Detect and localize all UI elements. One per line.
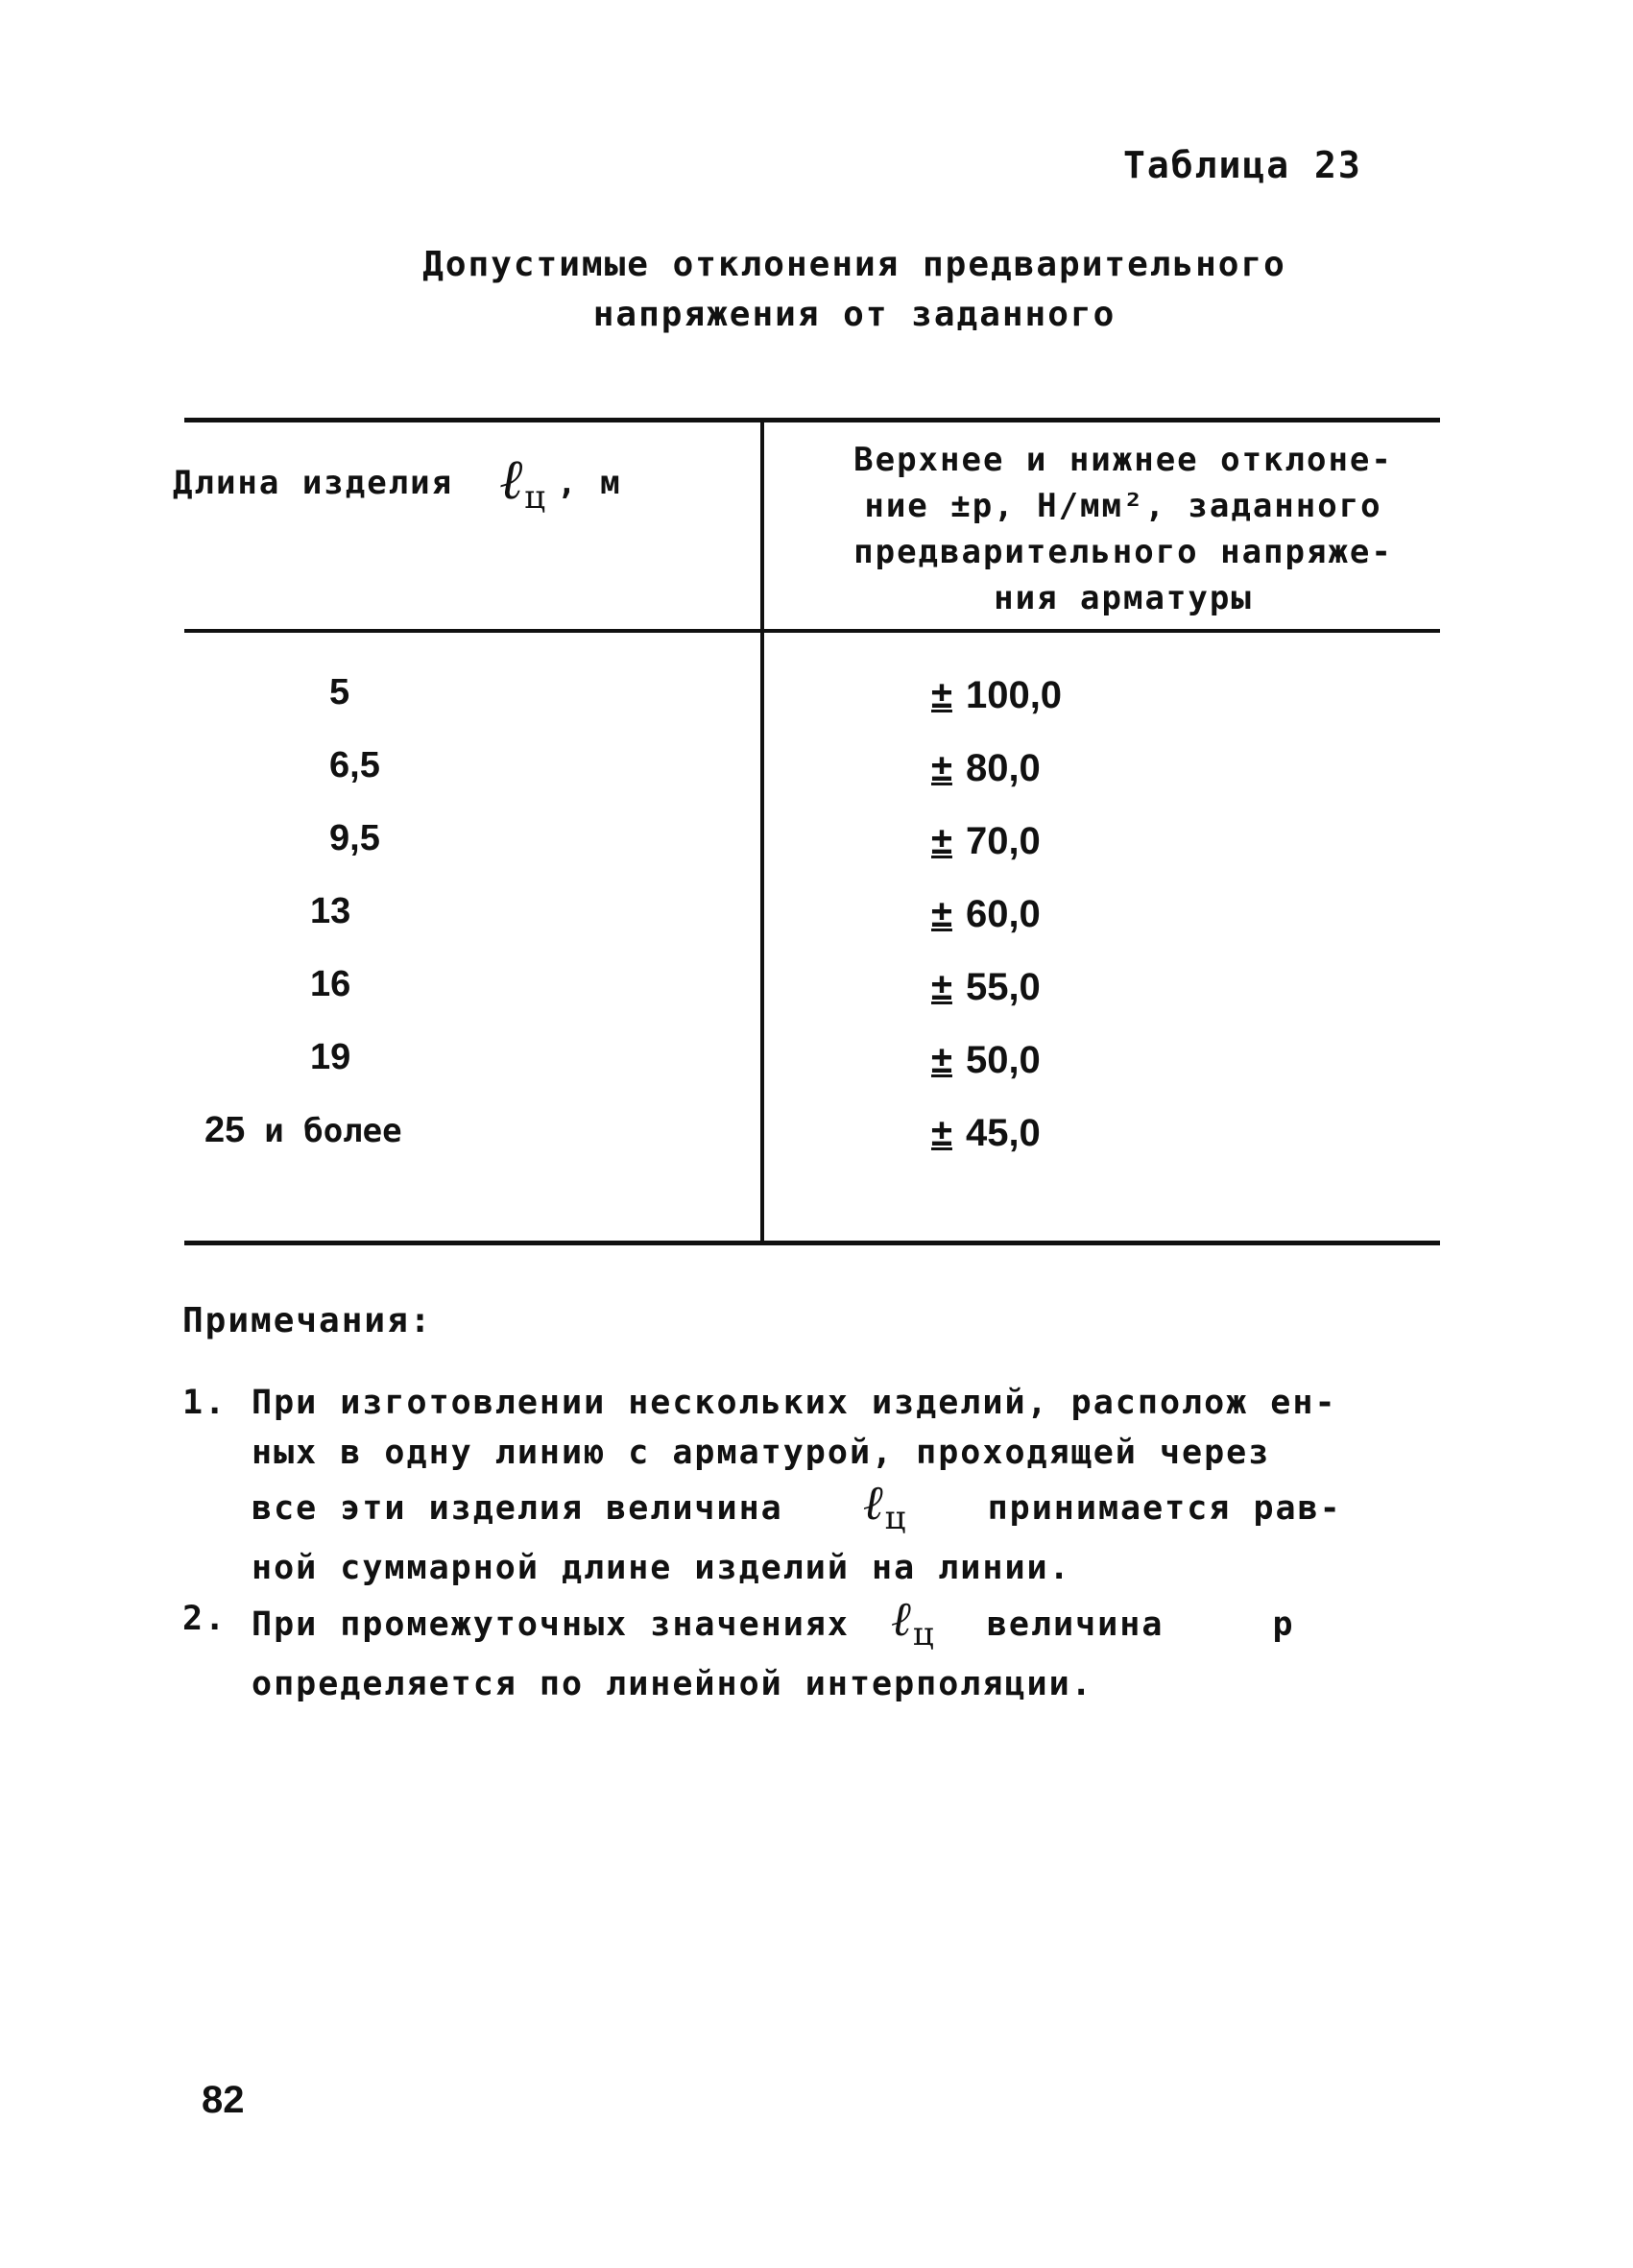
table-row-length: 5 — [329, 672, 350, 712]
table-row-length: 25 и более — [204, 1110, 402, 1150]
table-row-length: 13 — [310, 891, 351, 931]
table-title — [288, 240, 1421, 340]
table-row-length: 16 — [310, 964, 351, 1004]
note-2-line-1: При промежуточных значениях ℓ$_ц$ величина p — [252, 1591, 1295, 1653]
table-row-value: ± 60,0 — [931, 893, 1041, 935]
length-symbol: ℓ$_ц$ — [499, 446, 548, 517]
length-symbol: ℓ$_ц$ — [891, 1591, 936, 1653]
table-bottom-rule — [184, 1241, 1440, 1245]
table-row-value: ± 55,0 — [931, 966, 1041, 1008]
deviation-header-line-2: ние ±p, Н/мм², заданного — [864, 487, 1382, 525]
table-title-line-2: напряжения от заданного — [592, 295, 1117, 334]
table-row-value: ± 80,0 — [931, 747, 1041, 789]
length-unit: , м — [557, 463, 622, 502]
table-number-label: Таблица 23 — [1123, 144, 1362, 186]
column-divider — [760, 420, 764, 1243]
note-2 — [182, 1591, 1450, 1709]
table-top-rule — [184, 418, 1440, 422]
note-2-number: 2. — [182, 1600, 228, 1638]
note-1 — [182, 1378, 1450, 1593]
note-2-line-2: определяется по линейной интерполяции. — [252, 1665, 1093, 1703]
notes-title: Примечания: — [182, 1301, 433, 1340]
deviation-header-line-4: ния арматуры — [994, 579, 1253, 617]
table-row-length: 9,5 — [329, 818, 380, 858]
note-1-number: 1. — [182, 1384, 228, 1422]
table-row-value: ± 70,0 — [931, 820, 1041, 862]
table-row-value: ± 45,0 — [931, 1112, 1041, 1154]
table-title-line-1: Допустимые отклонения предварительного — [422, 245, 1286, 284]
length-symbol: ℓ$_ц$ — [862, 1475, 908, 1537]
header-separator-rule — [184, 629, 1440, 633]
length-column-header — [173, 446, 622, 517]
deviation-header-line-1: Верхнее и нижнее отклоне- — [853, 441, 1393, 479]
note-1-line-4: ной суммарной длине изделий на линии. — [252, 1549, 1071, 1587]
note-1-line-3: все эти изделия величина ℓ$_ц$ принимается рав- — [252, 1475, 1342, 1537]
note-1-line-1: При изготовлении нескольких изделий, располож ен- — [252, 1384, 1337, 1422]
deviation-column-header — [797, 437, 1450, 621]
table-row-length: 19 — [310, 1037, 351, 1077]
table-row-value: ± 50,0 — [931, 1039, 1041, 1081]
table-row-value: ± 100,0 — [931, 674, 1063, 716]
table-row-length: 6,5 — [329, 745, 380, 785]
length-header-text: Длина изделия — [173, 463, 454, 502]
page-number: 82 — [202, 2079, 245, 2121]
deviation-header-line-3: предварительного напряже- — [853, 533, 1393, 571]
note-1-line-2: ных в одну линию с арматурой, проходящей через — [252, 1434, 1271, 1472]
